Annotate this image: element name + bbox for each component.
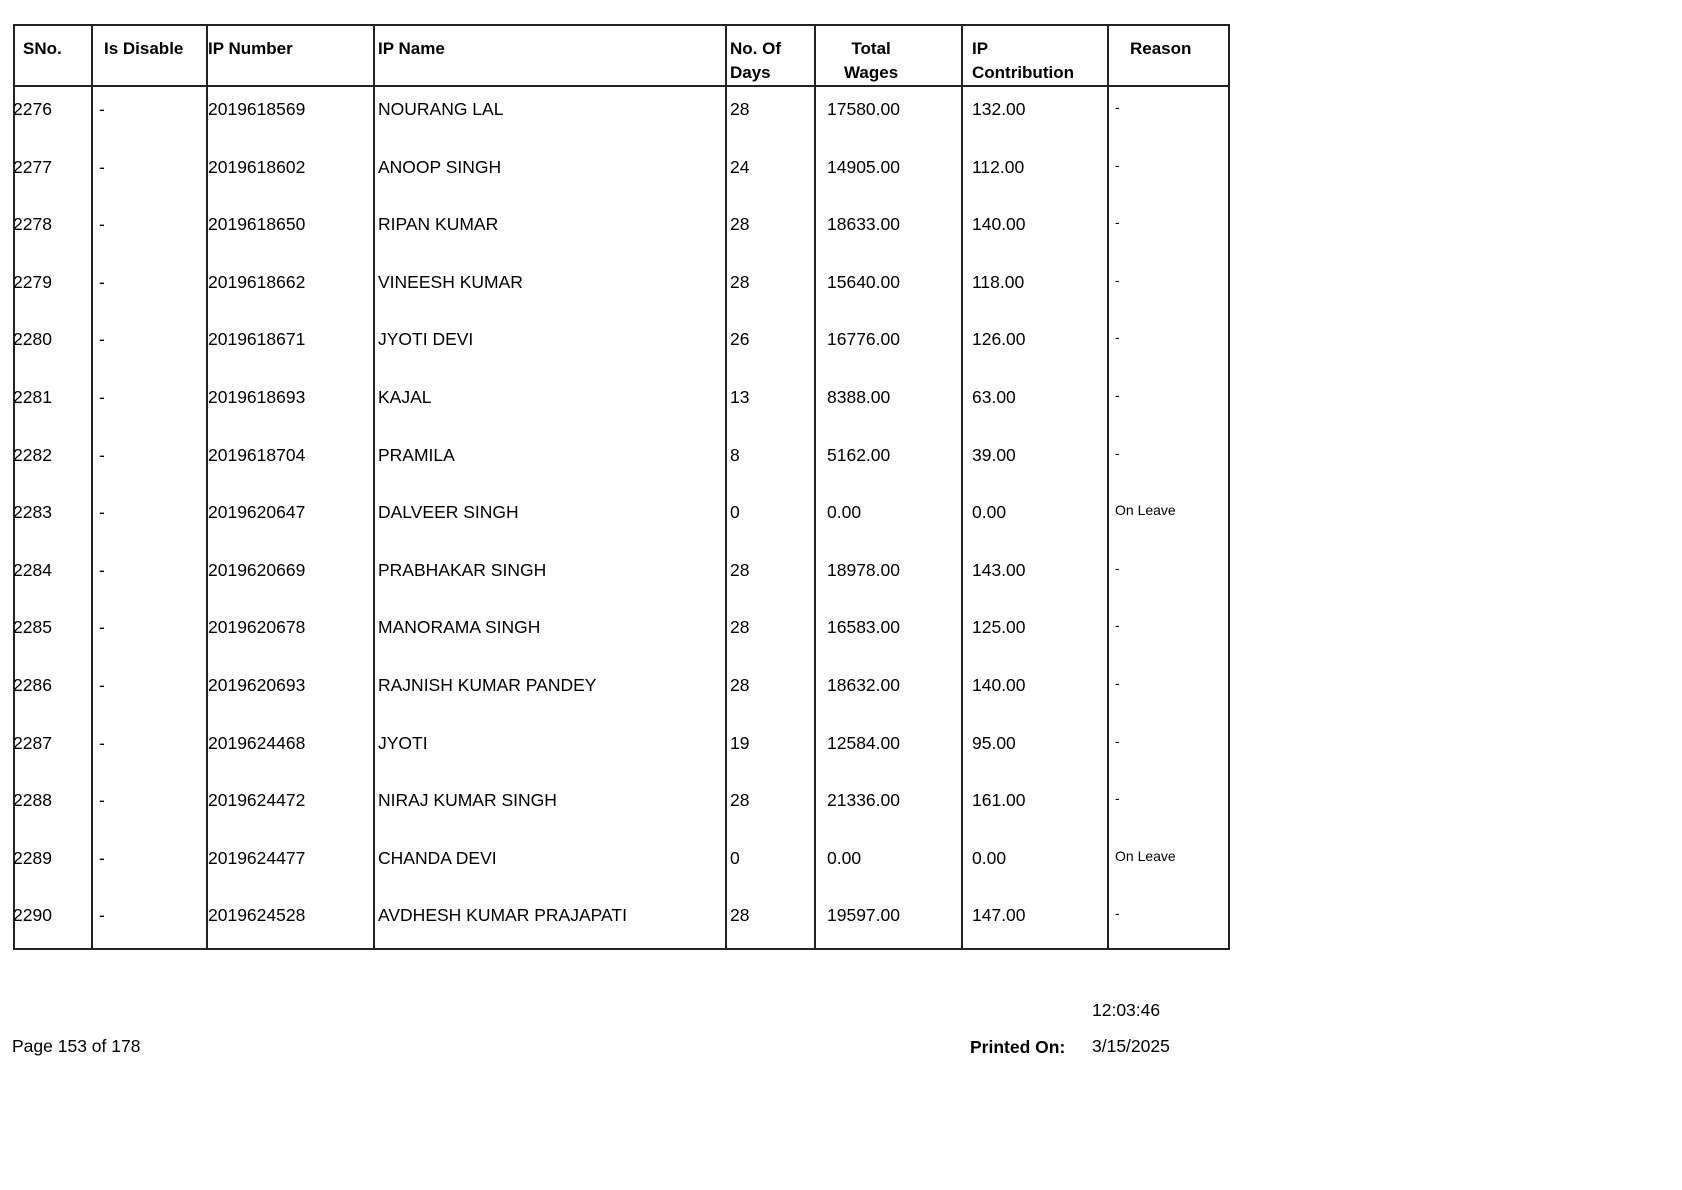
header-ip-contribution-line1: IP — [972, 39, 989, 58]
table-header — [15, 26, 1228, 87]
printed-on-label: Printed On: — [970, 1037, 1066, 1057]
cell-reason: - — [1115, 732, 1120, 749]
cell-total-wages: 18978.00 — [827, 559, 900, 580]
cell-ip-contribution: 125.00 — [972, 617, 1026, 638]
cell-is-disable: - — [99, 905, 105, 926]
header-total-wages — [844, 26, 898, 85]
cell-no-of-days: 28 — [730, 675, 750, 695]
cell-sno: 2280 — [13, 329, 52, 350]
cell-ip-name: JYOTI — [378, 732, 428, 753]
cell-no-of-days: 13 — [730, 387, 750, 407]
cell-no-of-days: 0 — [730, 502, 740, 523]
cell-ip-number: 2019620693 — [208, 675, 306, 695]
cell-reason: - — [1115, 156, 1120, 173]
cell-is-disable: - — [99, 847, 105, 868]
cell-sno: 2281 — [13, 387, 52, 407]
cell-ip-name: AVDHESH KUMAR PRAJAPATI — [378, 905, 627, 926]
header-sno: SNo. — [23, 39, 62, 58]
cell-is-disable: - — [99, 732, 105, 753]
cell-ip-number: 2019618650 — [208, 214, 306, 235]
cell-total-wages: 16776.00 — [827, 329, 900, 350]
cell-is-disable: - — [99, 559, 105, 580]
table-row — [15, 836, 1228, 894]
cell-is-disable: - — [99, 271, 105, 292]
printed-time: 12:03:46 — [1092, 1000, 1161, 1020]
cell-reason: - — [1115, 559, 1120, 576]
cell-ip-contribution: 140.00 — [972, 214, 1026, 235]
cell-total-wages: 15640.00 — [827, 271, 900, 292]
cell-no-of-days: 28 — [730, 214, 750, 235]
cell-ip-name: DALVEER SINGH — [378, 502, 519, 523]
cell-ip-name: MANORAMA SINGH — [378, 617, 541, 638]
cell-sno: 2284 — [13, 559, 52, 580]
cell-no-of-days: 26 — [730, 329, 750, 350]
header-ip-name: IP Name — [378, 39, 445, 58]
cell-sno: 2288 — [13, 790, 52, 811]
cell-ip-contribution: 126.00 — [972, 329, 1026, 350]
page-number: Page 153 of 178 — [12, 1036, 141, 1056]
cell-ip-number: 2019624528 — [208, 905, 306, 926]
cell-no-of-days: 28 — [730, 99, 750, 119]
cell-sno: 2285 — [13, 617, 52, 638]
header-ip-contribution-line2: Contribution — [972, 63, 1074, 82]
cell-ip-contribution: 140.00 — [972, 675, 1026, 695]
cell-ip-contribution: 132.00 — [972, 99, 1026, 119]
table-row — [15, 490, 1228, 548]
cell-ip-number: 2019620669 — [208, 559, 306, 580]
cell-reason: On Leave — [1115, 502, 1176, 519]
printed-date: 3/15/2025 — [1092, 1036, 1170, 1056]
cell-no-of-days: 19 — [730, 732, 750, 753]
cell-ip-number: 2019618569 — [208, 99, 306, 119]
cell-is-disable: - — [99, 790, 105, 811]
cell-ip-number: 2019618602 — [208, 156, 306, 177]
table-row — [15, 145, 1228, 203]
cell-reason: - — [1115, 271, 1120, 288]
header-ip-contribution — [972, 26, 1074, 85]
cell-total-wages: 5162.00 — [827, 444, 891, 465]
header-ip-number: IP Number — [208, 39, 293, 58]
cell-total-wages: 19597.00 — [827, 905, 900, 926]
cell-ip-name: RAJNISH KUMAR PANDEY — [378, 675, 597, 695]
cell-is-disable: - — [99, 444, 105, 465]
cell-ip-number: 2019618671 — [208, 329, 306, 350]
cell-sno: 2276 — [13, 99, 52, 119]
cell-no-of-days: 0 — [730, 847, 740, 868]
cell-no-of-days: 24 — [730, 156, 750, 177]
cell-is-disable: - — [99, 329, 105, 350]
cell-no-of-days: 28 — [730, 905, 750, 926]
header-total-wages-line2: Wages — [844, 63, 899, 82]
cell-total-wages: 16583.00 — [827, 617, 900, 638]
cell-total-wages: 12584.00 — [827, 732, 900, 753]
cell-is-disable: - — [99, 502, 105, 523]
cell-ip-name: CHANDA DEVI — [378, 847, 497, 868]
cell-ip-contribution: 63.00 — [972, 387, 1016, 407]
cell-sno: 2289 — [13, 847, 52, 868]
cell-total-wages: 18633.00 — [827, 214, 900, 235]
cell-total-wages: 18632.00 — [827, 675, 900, 695]
cell-ip-contribution: 0.00 — [972, 847, 1007, 868]
table-row — [15, 433, 1228, 491]
table-row — [15, 548, 1228, 606]
cell-ip-number: 2019620647 — [208, 502, 306, 523]
cell-total-wages: 17580.00 — [827, 99, 900, 119]
cell-ip-contribution: 161.00 — [972, 790, 1026, 811]
cell-reason: - — [1115, 99, 1120, 115]
table-row — [15, 605, 1228, 663]
cell-reason: - — [1115, 905, 1120, 922]
cell-ip-name: PRABHAKAR SINGH — [378, 559, 547, 580]
cell-no-of-days: 28 — [730, 617, 750, 638]
header-no-of-days-line2: Days — [730, 63, 771, 82]
contribution-table — [13, 24, 1230, 950]
cell-ip-number: 2019624477 — [208, 847, 306, 868]
cell-ip-name: JYOTI DEVI — [378, 329, 474, 350]
cell-ip-number: 2019624468 — [208, 732, 306, 753]
cell-reason: - — [1115, 214, 1120, 231]
cell-is-disable: - — [99, 387, 105, 407]
cell-ip-contribution: 147.00 — [972, 905, 1026, 926]
cell-total-wages: 0.00 — [827, 502, 862, 523]
table-row — [15, 663, 1228, 721]
cell-sno: 2279 — [13, 271, 52, 292]
table-row — [15, 317, 1228, 375]
cell-no-of-days: 8 — [730, 444, 740, 465]
cell-is-disable: - — [99, 214, 105, 235]
cell-ip-name: NIRAJ KUMAR SINGH — [378, 790, 557, 811]
cell-ip-contribution: 0.00 — [972, 502, 1007, 523]
cell-is-disable: - — [99, 617, 105, 638]
cell-reason: - — [1115, 675, 1120, 691]
cell-ip-number: 2019624472 — [208, 790, 306, 811]
cell-ip-number: 2019618704 — [208, 444, 306, 465]
cell-total-wages: 21336.00 — [827, 790, 900, 811]
cell-sno: 2282 — [13, 444, 52, 465]
cell-ip-number: 2019618662 — [208, 271, 306, 292]
cell-sno: 2290 — [13, 905, 52, 926]
cell-reason: On Leave — [1115, 847, 1176, 864]
header-no-of-days — [730, 26, 781, 85]
cell-sno: 2277 — [13, 156, 52, 177]
cell-is-disable: - — [99, 675, 105, 695]
cell-total-wages: 0.00 — [827, 847, 862, 868]
table-row — [15, 721, 1228, 779]
header-no-of-days-line1: No. Of — [730, 39, 781, 58]
cell-reason: - — [1115, 329, 1120, 346]
cell-reason: - — [1115, 790, 1120, 807]
table-row — [15, 893, 1228, 951]
header-is-disable: Is Disable — [104, 39, 184, 58]
cell-ip-contribution: 39.00 — [972, 444, 1016, 465]
cell-total-wages: 14905.00 — [827, 156, 900, 177]
cell-ip-name: VINEESH KUMAR — [378, 271, 523, 292]
table-row — [15, 87, 1228, 145]
cell-ip-contribution: 143.00 — [972, 559, 1026, 580]
cell-no-of-days: 28 — [730, 559, 750, 580]
cell-is-disable: - — [99, 156, 105, 177]
cell-reason: - — [1115, 617, 1120, 634]
cell-sno: 2286 — [13, 675, 52, 695]
cell-ip-name: PRAMILA — [378, 444, 455, 465]
table-row — [15, 202, 1228, 260]
table-row — [15, 260, 1228, 318]
cell-ip-contribution: 112.00 — [972, 156, 1025, 177]
cell-sno: 2287 — [13, 732, 52, 753]
cell-sno: 2283 — [13, 502, 52, 523]
cell-reason: - — [1115, 444, 1120, 461]
cell-ip-contribution: 95.00 — [972, 732, 1016, 753]
cell-is-disable: - — [99, 99, 105, 119]
cell-reason: - — [1115, 387, 1120, 403]
cell-ip-name: RIPAN KUMAR — [378, 214, 499, 235]
cell-ip-name: NOURANG LAL — [378, 99, 504, 119]
header-total-wages-line1: Total — [851, 39, 891, 58]
cell-ip-number: 2019620678 — [208, 617, 306, 638]
cell-ip-name: ANOOP SINGH — [378, 156, 502, 177]
cell-total-wages: 8388.00 — [827, 387, 891, 407]
cell-no-of-days: 28 — [730, 271, 750, 292]
table-row — [15, 375, 1228, 433]
cell-ip-number: 2019618693 — [208, 387, 306, 407]
cell-no-of-days: 28 — [730, 790, 750, 811]
cell-ip-contribution: 118.00 — [972, 271, 1025, 292]
table-row — [15, 778, 1228, 836]
header-reason: Reason — [1130, 39, 1192, 58]
cell-sno: 2278 — [13, 214, 52, 235]
cell-ip-name: KAJAL — [378, 387, 432, 407]
